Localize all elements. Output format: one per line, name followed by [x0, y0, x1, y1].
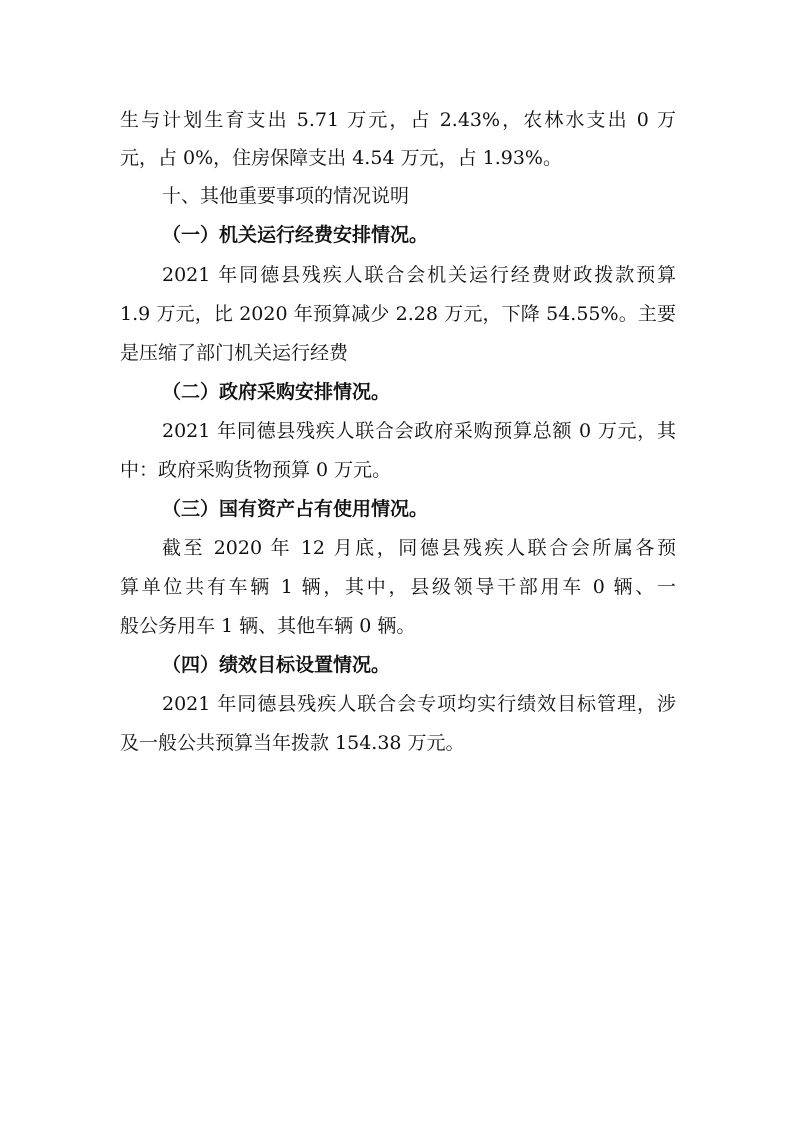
body-line: 2021 年同德县残疾人联合会专项均实行绩效目标管理，涉	[162, 693, 676, 715]
body-line: 及一般公共预算当年拨款 154.38 万元。	[120, 732, 465, 754]
body-line: 2021 年同德县残疾人联合会政府采购预算总额 0 万元，其	[162, 420, 676, 442]
body-line: 算单位共有车辆 1 辆，其中，县级领导干部用车 0 辆、一	[120, 576, 676, 598]
section-heading: 十、其他重要事项的情况说明	[162, 185, 410, 207]
subsection-heading: （四）绩效目标设置情况。	[162, 654, 391, 676]
body-line: 1.9 万元，比 2020 年预算减少 2.28 万元，下降 54.55%。主要	[120, 303, 676, 325]
body-line: 般公务用车 1 辆、其他车辆 0 辆。	[120, 615, 416, 637]
subsection-heading: （二）政府采购安排情况。	[162, 381, 391, 403]
subsection-heading: （三）国有资产占有使用情况。	[162, 498, 429, 520]
body-line: 截至 2020 年 12 月底，同德县残疾人联合会所属各预	[162, 537, 676, 559]
subsection-heading: （一）机关运行经费安排情况。	[162, 224, 429, 246]
body-line: 生与计划生育支出 5.71 万元，占 2.43%，农林水支出 0 万	[120, 109, 676, 131]
body-line: 中：政府采购货物预算 0 万元。	[120, 459, 392, 481]
body-line: 2021 年同德县残疾人联合会机关运行经费财政拨款预算	[162, 264, 676, 286]
body-line: 是压缩了部门机关运行经费	[120, 342, 349, 364]
body-line: 元，占 0%，住房保障支出 4.54 万元，占 1.93%。	[120, 147, 562, 169]
